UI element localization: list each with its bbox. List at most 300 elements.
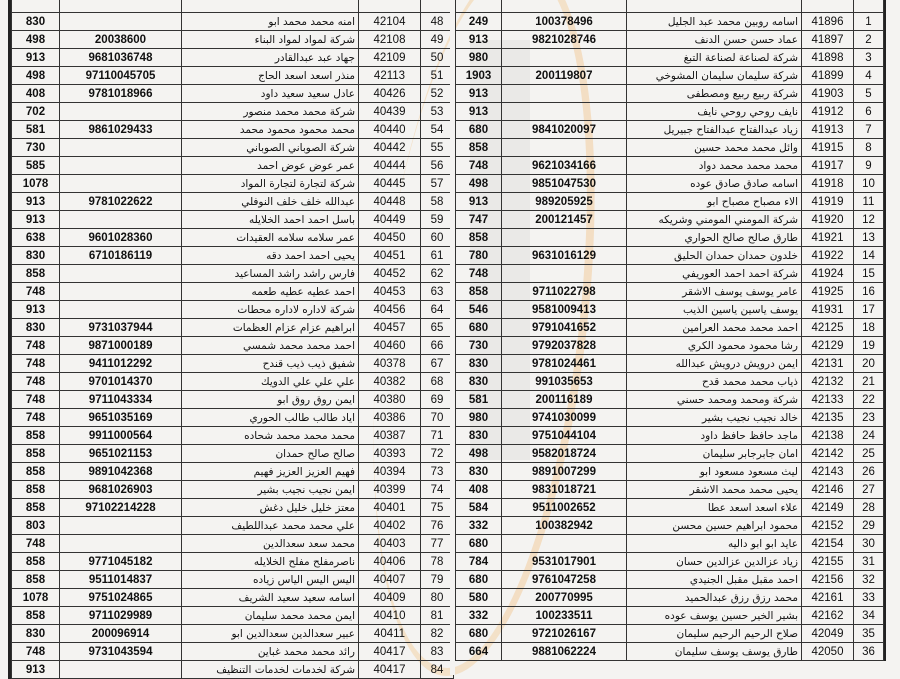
seq-cell: 52 [421,85,454,103]
phone-cell [60,283,182,301]
name-cell: عادل سعيد سعيد داود [182,85,359,103]
name-cell: محمد محمود محمود محمد [182,121,359,139]
id-cell: 41921 [802,229,854,247]
seq-cell: 84 [421,661,454,679]
amount-cell: 1903 [456,67,502,85]
name-cell: زياد عزالدين عزالدين حسان [627,553,802,571]
phone-cell: 9911000564 [60,427,182,445]
id-cell: 40451 [359,247,421,265]
name-cell: عماد حسن حسن الدنف [627,31,802,49]
table-row [12,229,454,247]
table-row [12,13,454,31]
id-cell: 41924 [802,265,854,283]
table-row [12,607,454,625]
id-cell: 42113 [359,67,421,85]
amount-cell: 780 [456,247,502,265]
seq-cell: 28 [854,499,884,517]
amount-cell [12,0,60,13]
name-cell: ليث مسعود مسعود ابو [627,463,802,481]
name-cell: الاء مصباح مصباح ابو [627,193,802,211]
phone-cell [60,13,182,31]
left-table-sheet [8,0,453,679]
table-row [12,157,454,175]
amount-cell: 748 [12,337,60,355]
id-cell: 40417 [359,643,421,661]
seq-cell: 57 [421,175,454,193]
id-cell: 40403 [359,535,421,553]
amount-cell: 858 [456,139,502,157]
name-cell: شركة ومحمد ومحمد حسني [627,391,802,409]
phone-cell [60,103,182,121]
name-cell: وائل محمد محمد حسين [627,139,802,157]
table-row [12,0,454,13]
id-cell: 42146 [802,481,854,499]
id-cell: 42143 [802,463,854,481]
id-cell: 40426 [359,85,421,103]
id-cell: 42149 [802,499,854,517]
seq-cell: 11 [854,193,884,211]
id-cell: 41915 [802,139,854,157]
table-row [12,139,454,157]
table-row [12,463,454,481]
amount-cell: 913 [12,661,60,679]
name-cell: عبير سعدالدين سعدالدين ابو [182,625,359,643]
amount-cell: 680 [456,571,502,589]
table-row [456,193,884,211]
seq-cell: 71 [421,427,454,445]
seq-cell [854,0,884,13]
name-cell: رائد محمد محمد غباين [182,643,359,661]
seq-cell: 59 [421,211,454,229]
id-cell: 40457 [359,319,421,337]
id-cell: 40439 [359,103,421,121]
phone-cell: 9511002652 [502,499,627,517]
seq-cell: 55 [421,139,454,157]
seq-cell: 31 [854,553,884,571]
seq-cell: 27 [854,481,884,499]
amount-cell: 249 [456,13,502,31]
name-cell: محمد رزق رزق عبدالحميد [627,589,802,607]
seq-cell: 49 [421,31,454,49]
id-cell: 40386 [359,409,421,427]
id-cell: 40407 [359,571,421,589]
phone-cell: 9711022798 [502,283,627,301]
seq-cell: 54 [421,121,454,139]
id-cell: 42154 [802,535,854,553]
id-cell: 42131 [802,355,854,373]
phone-cell [502,139,627,157]
id-cell: 40442 [359,139,421,157]
phone-cell [60,175,182,193]
id-cell: 41917 [802,157,854,175]
phone-cell: 9681036748 [60,49,182,67]
phone-cell: 9771045182 [60,553,182,571]
amount-cell: 858 [12,499,60,517]
phone-cell [502,265,627,283]
phone-cell: 97102214228 [60,499,182,517]
seq-cell: 29 [854,517,884,535]
seq-cell: 58 [421,193,454,211]
table-row [12,211,454,229]
amount-cell: 580 [456,589,502,607]
phone-cell: 9731037944 [60,319,182,337]
name-cell: شفيق ذيب ذيب قندح [182,355,359,373]
name-cell: طارق صالح صالح الحواري [627,229,802,247]
seq-cell: 53 [421,103,454,121]
table-row [456,481,884,499]
amount-cell: 803 [12,517,60,535]
id-cell: 40460 [359,337,421,355]
table-row [456,499,884,517]
amount-cell: 584 [456,499,502,517]
seq-cell: 70 [421,409,454,427]
table-row [456,175,884,193]
amount-cell: 332 [456,517,502,535]
table-row [456,571,884,589]
amount-cell: 408 [456,481,502,499]
amount-cell: 858 [12,607,60,625]
amount-cell: 748 [12,283,60,301]
name-cell: ايمن درويش درويش عبدالله [627,355,802,373]
amount-cell: 858 [12,571,60,589]
table-row [12,373,454,391]
id-cell: 40440 [359,121,421,139]
amount-cell: 858 [12,445,60,463]
table-row [12,85,454,103]
seq-cell: 67 [421,355,454,373]
name-cell: احمد عطيه عطيه طعمه [182,283,359,301]
phone-cell: 9891007299 [502,463,627,481]
seq-cell: 69 [421,391,454,409]
name-cell: منذر اسعد اسعد الحاج [182,67,359,85]
phone-cell: 9731043594 [60,643,182,661]
seq-cell: 15 [854,265,884,283]
phone-cell [60,517,182,535]
phone-cell: 9601028360 [60,229,182,247]
amount-cell: 913 [456,85,502,103]
table-row [456,553,884,571]
phone-cell: 9651035169 [60,409,182,427]
phone-cell: 20038600 [60,31,182,49]
amount-cell: 830 [456,463,502,481]
name-cell: طارق يوسف يوسف سليمان [627,643,802,661]
phone-cell: 9891042368 [60,463,182,481]
id-cell: 40411 [359,625,421,643]
table-row [456,67,884,85]
name-cell: شركة محمد محمد منصور [182,103,359,121]
id-cell: 42125 [802,319,854,337]
table-row [12,391,454,409]
name-cell: شركة الصوباني الصوباني [182,139,359,157]
amount-cell: 830 [12,319,60,337]
amount-cell: 980 [456,49,502,67]
amount-cell: 581 [456,391,502,409]
amount-cell: 858 [12,265,60,283]
phone-cell: 200121457 [502,211,627,229]
name-cell: محمود ابراهيم حسين محسن [627,517,802,535]
name-cell: اسامه روبين محمد عبد الجليل [627,13,802,31]
phone-cell: 9711043334 [60,391,182,409]
phone-cell [60,0,182,13]
table-row [456,247,884,265]
name-cell: ذياب محمد محمد قدح [627,373,802,391]
id-cell: 42049 [802,625,854,643]
phone-cell: 6710186119 [60,247,182,265]
table-row [12,445,454,463]
id-cell: 41897 [802,31,854,49]
table-row [12,175,454,193]
table-row [12,319,454,337]
amount-cell: 913 [456,31,502,49]
amount-cell: 498 [456,445,502,463]
amount-cell: 913 [12,193,60,211]
phone-cell: 9621034166 [502,157,627,175]
amount-cell: 730 [456,337,502,355]
seq-cell: 24 [854,427,884,445]
right-table-sheet [455,0,886,661]
id-cell: 40393 [359,445,421,463]
amount-cell: 913 [456,103,502,121]
amount-cell: 913 [12,49,60,67]
phone-cell: 9871000189 [60,337,182,355]
id-cell: 42108 [359,31,421,49]
id-cell: 40378 [359,355,421,373]
table-row [456,103,884,121]
table-row [12,103,454,121]
name-cell: شركة ربيع ربيع ومصطفى [627,85,802,103]
seq-cell: 74 [421,481,454,499]
table-row [12,427,454,445]
amount-cell: 784 [456,553,502,571]
phone-cell [60,661,182,679]
table-row [456,337,884,355]
phone-cell: 9411012292 [60,355,182,373]
table-row [456,409,884,427]
name-cell: شركة لتجارة لتجارة المواد [182,175,359,193]
amount-cell: 748 [12,373,60,391]
table-row [456,85,884,103]
amount-cell: 747 [456,211,502,229]
name-cell: شركة لمواد لمواد البناء [182,31,359,49]
seq-cell: 16 [854,283,884,301]
table-row [456,13,884,31]
seq-cell: 33 [854,589,884,607]
seq-cell: 26 [854,463,884,481]
id-cell: 40382 [359,373,421,391]
name-cell: ايمن محمد محمد سليمان [182,607,359,625]
name-cell: شركة سليمان سليمان المشوخي [627,67,802,85]
name-cell: صلاح الرحيم الرحيم سليمان [627,625,802,643]
phone-cell: 9831018721 [502,481,627,499]
name-cell: اياد طالب طالب الحوري [182,409,359,427]
phone-cell: 9701014370 [60,373,182,391]
name-cell: عايد ابو ابو داليه [627,535,802,553]
table-row [456,265,884,283]
seq-cell: 5 [854,85,884,103]
amount-cell: 980 [456,409,502,427]
amount-cell: 748 [456,265,502,283]
left-table [11,0,454,679]
id-cell: 41913 [802,121,854,139]
phone-cell: 9751044104 [502,427,627,445]
name-cell: ايمن نجيب نجيب بشير [182,481,359,499]
name-cell: اسامه سعيد سعيد الشريف [182,589,359,607]
seq-cell: 73 [421,463,454,481]
seq-cell: 78 [421,553,454,571]
name-cell: يحيى احمد احمد دقه [182,247,359,265]
name-cell: احمد مقبل مقبل الجنيدي [627,571,802,589]
seq-cell: 75 [421,499,454,517]
table-row [12,265,454,283]
id-cell: 41918 [802,175,854,193]
name-cell: امان جابرجابر سليمان [627,445,802,463]
seq-cell: 30 [854,535,884,553]
amount-cell: 498 [456,175,502,193]
phone-cell [502,103,627,121]
phone-cell: 9781022622 [60,193,182,211]
amount-cell: 830 [456,427,502,445]
phone-cell: 9791041652 [502,319,627,337]
table-row [12,553,454,571]
table-row [12,121,454,139]
id-cell: 41919 [802,193,854,211]
seq-cell: 35 [854,625,884,643]
table-row [12,247,454,265]
amount-cell: 748 [12,535,60,553]
amount-cell: 680 [456,121,502,139]
table-row [456,643,884,661]
seq-cell: 79 [421,571,454,589]
phone-cell: 9851047530 [502,175,627,193]
name-cell: فهيم العزيز العزيز فهيم [182,463,359,481]
id-cell [802,0,854,13]
table-row [12,283,454,301]
phone-cell: 9681026903 [60,481,182,499]
name-cell: محمد محمد محمد دواد [627,157,802,175]
name-cell: شركة احمد احمد العوريفي [627,265,802,283]
amount-cell: 498 [12,67,60,85]
seq-cell: 32 [854,571,884,589]
seq-cell: 60 [421,229,454,247]
seq-cell: 63 [421,283,454,301]
name-cell: جهاد عبد عبدالقادر [182,49,359,67]
phone-cell [60,265,182,283]
seq-cell: 6 [854,103,884,121]
phone-cell [60,211,182,229]
name-cell: محمد محمد محمد شحاده [182,427,359,445]
phone-cell: 9741030099 [502,409,627,427]
phone-cell: 9861029433 [60,121,182,139]
seq-cell: 17 [854,301,884,319]
table-row [456,319,884,337]
id-cell: 41898 [802,49,854,67]
name-cell: عمر عوض عوض احمد [182,157,359,175]
seq-cell: 10 [854,175,884,193]
id-cell: 40444 [359,157,421,175]
amount-cell: 858 [12,481,60,499]
name-cell [182,0,359,13]
id-cell: 42142 [802,445,854,463]
amount-cell: 702 [12,103,60,121]
table-row [456,139,884,157]
phone-cell: 991035653 [502,373,627,391]
right-table [455,0,884,661]
phone-cell: 9582018724 [502,445,627,463]
name-cell: شركة لاداره لاداره محطات [182,301,359,319]
phone-cell [60,157,182,175]
phone-cell: 9841020097 [502,121,627,139]
id-cell: 41903 [802,85,854,103]
amount-cell: 858 [12,553,60,571]
table-row [456,121,884,139]
table-row [456,229,884,247]
name-cell: عبدالله خلف خلف النوفلي [182,193,359,211]
name-cell: يوسف ياسين ياسين الذيب [627,301,802,319]
phone-cell [60,139,182,157]
id-cell: 40401 [359,499,421,517]
id-cell: 40452 [359,265,421,283]
table-row [456,49,884,67]
table-row [456,0,884,13]
phone-cell: 9761047258 [502,571,627,589]
id-cell: 41925 [802,283,854,301]
amount-cell: 830 [456,373,502,391]
id-cell: 40380 [359,391,421,409]
seq-cell: 76 [421,517,454,535]
amount-cell: 748 [12,391,60,409]
phone-cell [502,0,627,13]
amount-cell: 858 [12,427,60,445]
id-cell: 40449 [359,211,421,229]
seq-cell: 20 [854,355,884,373]
seq-cell: 14 [854,247,884,265]
id-cell: 41920 [802,211,854,229]
phone-cell: 9821028746 [502,31,627,49]
amount-cell: 830 [456,355,502,373]
seq-cell: 2 [854,31,884,49]
seq-cell: 48 [421,13,454,31]
id-cell: 41896 [802,13,854,31]
seq-cell: 13 [854,229,884,247]
seq-cell: 1 [854,13,884,31]
name-cell: اليس اليس الياس زياده [182,571,359,589]
table-row [12,571,454,589]
id-cell: 40453 [359,283,421,301]
seq-cell: 56 [421,157,454,175]
table-row [12,661,454,679]
table-row [12,589,454,607]
id-cell: 42155 [802,553,854,571]
amount-cell [456,0,502,13]
id-cell: 40394 [359,463,421,481]
phone-cell: 9751024865 [60,589,182,607]
id-cell: 42152 [802,517,854,535]
name-cell: بشير الخير حسين يوسف عوده [627,607,802,625]
table-row [456,391,884,409]
table-row [456,535,884,553]
phone-cell: 9631016129 [502,247,627,265]
name-cell: فارس راشد راشد المساعيد [182,265,359,283]
table-row [456,355,884,373]
id-cell: 41922 [802,247,854,265]
table-row [12,31,454,49]
seq-cell: 72 [421,445,454,463]
phone-cell: 9511014837 [60,571,182,589]
id-cell: 42109 [359,49,421,67]
amount-cell: 1078 [12,589,60,607]
amount-cell: 830 [12,247,60,265]
id-cell: 40410 [359,607,421,625]
